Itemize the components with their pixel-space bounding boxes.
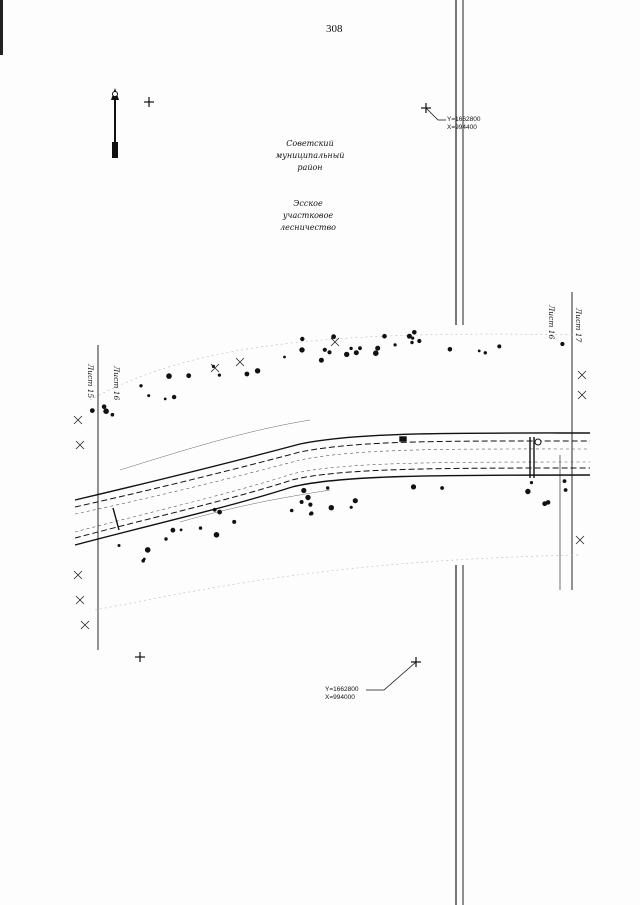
- vegetation-mark: [74, 416, 82, 424]
- tree-symbol: [186, 373, 191, 378]
- tree-symbol: [111, 413, 115, 417]
- tree-symbol: [323, 348, 327, 352]
- tree-symbol: [563, 479, 567, 483]
- forestry-label-line: лесничество: [280, 223, 336, 232]
- tree-symbol: [139, 384, 142, 387]
- tree-symbol: [217, 510, 222, 515]
- municipality-label-line: Советский: [286, 139, 334, 148]
- coordinate-y: Y=1662800: [325, 686, 359, 693]
- forestry-label: [253, 198, 363, 234]
- forestry-label-line: участковое: [282, 211, 334, 220]
- tree-symbol: [394, 343, 397, 346]
- tree-symbol: [412, 330, 417, 335]
- tree-symbols: [90, 330, 568, 563]
- coordinate-x: X=994000: [325, 694, 355, 701]
- tree-symbol: [255, 368, 260, 373]
- tree-symbol: [309, 513, 312, 516]
- tree-symbol: [218, 374, 221, 377]
- coordinate-label-bottom: [325, 686, 358, 702]
- tree-symbol: [299, 347, 304, 352]
- tree-symbol: [102, 404, 107, 409]
- sheet-label-right-inner: Лист 16: [547, 305, 556, 340]
- sheet-label-right-outer: Лист 17: [574, 308, 583, 343]
- coord-leader-top: [426, 108, 446, 120]
- tree-symbol: [300, 337, 304, 341]
- tree-symbol: [301, 488, 306, 493]
- sheet-label-left-outer: Лист 15: [86, 364, 95, 399]
- vegetation-mark: [76, 441, 84, 449]
- right-border-lines: [456, 0, 463, 905]
- tree-symbol: [180, 529, 183, 532]
- tree-symbol: [166, 373, 172, 379]
- tree-symbol: [232, 520, 236, 524]
- tree-symbol: [382, 334, 387, 339]
- forestry-label-line: Эсское: [293, 199, 323, 208]
- vegetation-mark: [578, 371, 586, 379]
- tree-symbol: [245, 372, 250, 377]
- municipality-label-line: муниципальный: [275, 151, 345, 160]
- tree-symbol: [283, 356, 286, 359]
- tree-symbol: [199, 526, 202, 529]
- tree-symbol: [375, 346, 380, 351]
- vegetation-mark: [236, 358, 244, 366]
- grid-cross-icon: [144, 97, 154, 107]
- tree-symbol: [411, 484, 416, 489]
- vegetation-mark: [211, 364, 219, 372]
- tree-symbol: [530, 481, 533, 484]
- tree-symbol: [300, 500, 304, 504]
- tree-symbol: [525, 489, 530, 494]
- tree-symbol: [358, 346, 362, 350]
- tree-symbol: [329, 505, 334, 510]
- tree-symbol: [327, 350, 331, 354]
- sheet-label-left-inner: Лист 16: [112, 366, 121, 401]
- coord-leader-bottom: [366, 662, 416, 690]
- tree-symbol: [147, 394, 150, 397]
- tree-symbol: [497, 344, 501, 348]
- tree-symbol: [349, 347, 352, 350]
- tree-symbol: [164, 398, 167, 401]
- tree-symbol: [290, 509, 294, 513]
- contour-line: [95, 555, 580, 610]
- tree-symbol: [484, 351, 487, 354]
- tree-symbol: [214, 532, 220, 538]
- tree-symbol: [326, 486, 329, 489]
- municipality-label: [255, 138, 365, 174]
- scan-edge-mark: [0, 0, 3, 55]
- vegetation-mark: [74, 571, 82, 579]
- tree-symbol: [448, 347, 453, 352]
- tree-symbol: [90, 408, 95, 413]
- vegetation-mark: [578, 391, 586, 399]
- road-corridor: [75, 420, 590, 545]
- tree-symbol: [145, 547, 151, 553]
- tree-symbol: [350, 506, 353, 509]
- coordinate-x: X=994400: [447, 124, 477, 131]
- coordinate-y: Y=1662800: [447, 116, 481, 123]
- tree-symbol: [308, 503, 312, 507]
- grid-cross-icon: [135, 652, 145, 662]
- vegetation-mark: [76, 596, 84, 604]
- tree-symbol: [172, 395, 176, 399]
- tree-symbol: [542, 501, 547, 506]
- page-number: 308: [326, 23, 343, 35]
- tree-symbol: [440, 486, 444, 490]
- tree-symbol: [118, 544, 121, 547]
- tree-symbol: [103, 408, 109, 414]
- municipality-label-line: район: [297, 163, 323, 172]
- tree-symbol: [373, 350, 379, 356]
- tree-symbol: [564, 488, 568, 492]
- tree-symbol: [411, 337, 414, 340]
- north-arrow-icon: [111, 88, 119, 158]
- tree-symbol: [319, 358, 324, 363]
- tree-symbol: [171, 528, 176, 533]
- tree-symbol: [560, 342, 564, 346]
- tree-symbol: [164, 537, 167, 540]
- vegetation-mark: [81, 621, 89, 629]
- tree-symbol: [344, 352, 349, 357]
- tree-symbol: [478, 350, 481, 353]
- tree-symbol: [417, 339, 421, 343]
- vegetation-marks: [74, 338, 586, 629]
- tree-symbol: [354, 350, 359, 355]
- tree-symbol: [410, 341, 413, 344]
- tree-symbol: [213, 508, 217, 512]
- vegetation-mark: [576, 536, 584, 544]
- vegetation-mark: [331, 338, 339, 346]
- coordinate-label-top: [447, 116, 480, 132]
- contour-line: [90, 334, 580, 400]
- tree-symbol: [353, 498, 358, 503]
- tree-symbol: [305, 495, 310, 500]
- tree-symbol: [143, 558, 146, 561]
